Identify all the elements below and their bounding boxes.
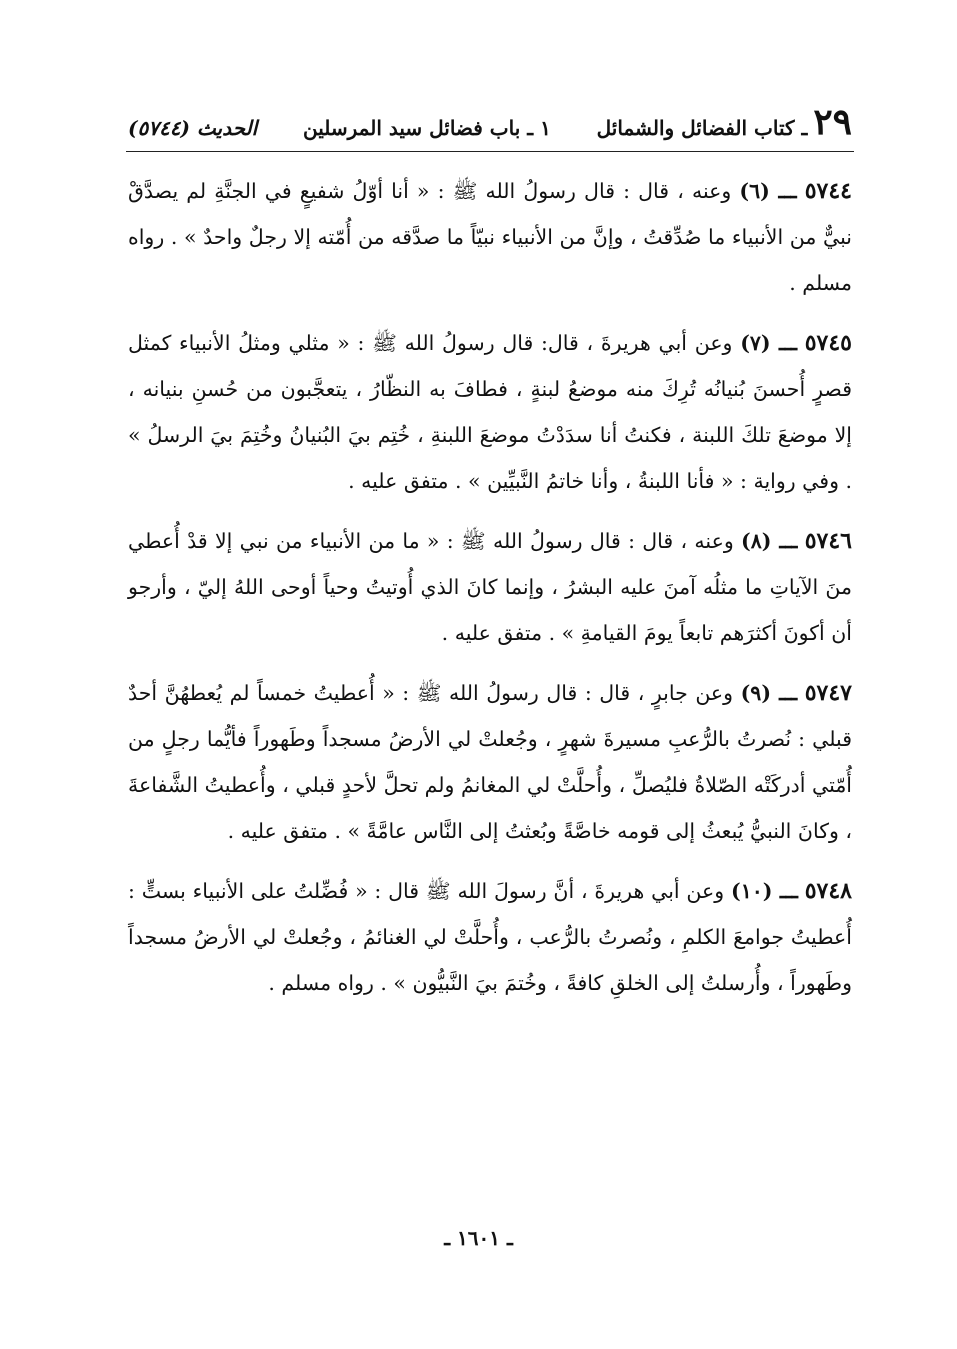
hadith-subnumber: ـــ (٨) xyxy=(741,529,798,553)
hadith-subnumber: ـــ (٩) xyxy=(740,681,798,705)
header-page-number: ٢٩ xyxy=(813,101,852,143)
header-hadith-range: الحديث (٥٧٤٤) xyxy=(128,116,258,140)
footer-page-number: ـ ١٦٠١ ـ xyxy=(444,1226,513,1250)
hadith-text: وعنه ، قال : قال رسولُ الله ﷺ : « ما من الأنبياء من نبي إلا قدْ أُعطي منَ الآياتِ ما مثلُه آمنَ عليه البشرُ ، وإنما كانَ الذي أُوتيتُ وحياً أوحى اللهُ إليّ ، وأرجو أن أكونَ أكثرَهم تابعاً يومَ القيامةِ » . متفق عليه . xyxy=(128,529,852,645)
hadith-number: ٥٧٤٥ xyxy=(804,330,852,356)
running-header xyxy=(128,92,852,143)
page-body xyxy=(128,168,852,1020)
hadith-subnumber: ـــ (١٠) xyxy=(731,879,798,903)
hadith-number: ٥٧٤٤ xyxy=(804,178,852,204)
hadith-entry xyxy=(128,868,852,1006)
page-footer xyxy=(0,1226,957,1250)
hadith-entry xyxy=(128,518,852,656)
header-book xyxy=(596,101,852,143)
hadith-subnumber: ـــ (٧) xyxy=(740,331,797,355)
hadith-entry xyxy=(128,320,852,504)
hadith-text: وعن أبي هريرةَ ، قال: قال رسولُ الله ﷺ : « مثلي ومثلُ الأنبياء كمثل قصرٍ أُحسنَ بُنيانُه تُرِكَ منه موضعُ لبنةٍ ، فطافَ به النظّارُ ، يتعجَّبون من حُسنِ بنيانه ، إلا موضعَ تلكَ اللبنة ، فكنتُ أنا سدَدْتُ موضعَ اللبنةِ ، خُتِم بيَ البُنيانُ وخُتِمَ بيَ الرسلُ » . وفي رواية : « فأنا اللبنةُ ، وأنا خاتمُ النَّبيِّين » . متفق عليه . xyxy=(128,331,852,493)
header-chapter-title: ١ ـ باب فضائل سيد المرسلين xyxy=(303,116,551,140)
hadith-subnumber: ـــ (٦) xyxy=(739,179,797,203)
hadith-text: وعنه ، قال : قال رسولُ الله ﷺ : « أنا أوّلُ شفيعٍ في الجنَّةِ لم يصدَّقْ نبيٌّ من الأنبياء ما صُدِّقتُ ، وإنَّ من الأنبياء نبيّاً ما صدَّقه من أُمّته إلا رجلٌ واحدٌ » . رواه مسلم . xyxy=(128,179,852,295)
hadith-entry xyxy=(128,168,852,306)
hadith-number: ٥٧٤٧ xyxy=(804,680,852,706)
header-book-title: ـ كتاب الفضائل والشمائل xyxy=(596,116,808,140)
hadith-entry xyxy=(128,670,852,854)
hadith-number: ٥٧٤٨ xyxy=(804,878,852,904)
header-divider xyxy=(126,151,854,152)
hadith-text: وعن جابرٍ ، قال : قال رسولُ الله ﷺ : « أُعطيتُ خمساً لم يُعطهُنَّ أحدٌ قبلي : نُصرتُ بالرُّعبِ مسيرةَ شهرٍ ، وجُعلتْ لي الأرضُ مسجداً وطَهوراً فأيُّما رجلٍ من أُمّتي أدركَتْه الصّلاةُ فليُصلِّ ، وأُحلَّتْ لي المغانمُ ولم تحلَّ لأحدٍ قبلي ، وأُعطيتُ الشَّفاعةَ ، وكانَ النبيُّ يُبعثُ إلى قومه خاصَّةً وبُعثتُ إلى النَّاس عامَّةً » . متفق عليه . xyxy=(128,681,852,843)
hadith-number: ٥٧٤٦ xyxy=(804,528,852,554)
hadith-text: وعن أبي هريرةَ ، أنَّ رسولَ الله ﷺ قال : « فُضِّلتُ على الأنبياء بستٍّ : أُعطيتُ جوامعَ الكلمِ ، ونُصرتُ بالرُّعب ، وأُحلَّتْ لي الغنائمُ ، وجُعلتْ لي الأرضُ مسجداً وطَهوراً ، وأُرسلتُ إلى الخلقِ كافةً ، وخُتمَ بيَ النَّبيُّون » . رواه مسلم . xyxy=(128,879,852,995)
